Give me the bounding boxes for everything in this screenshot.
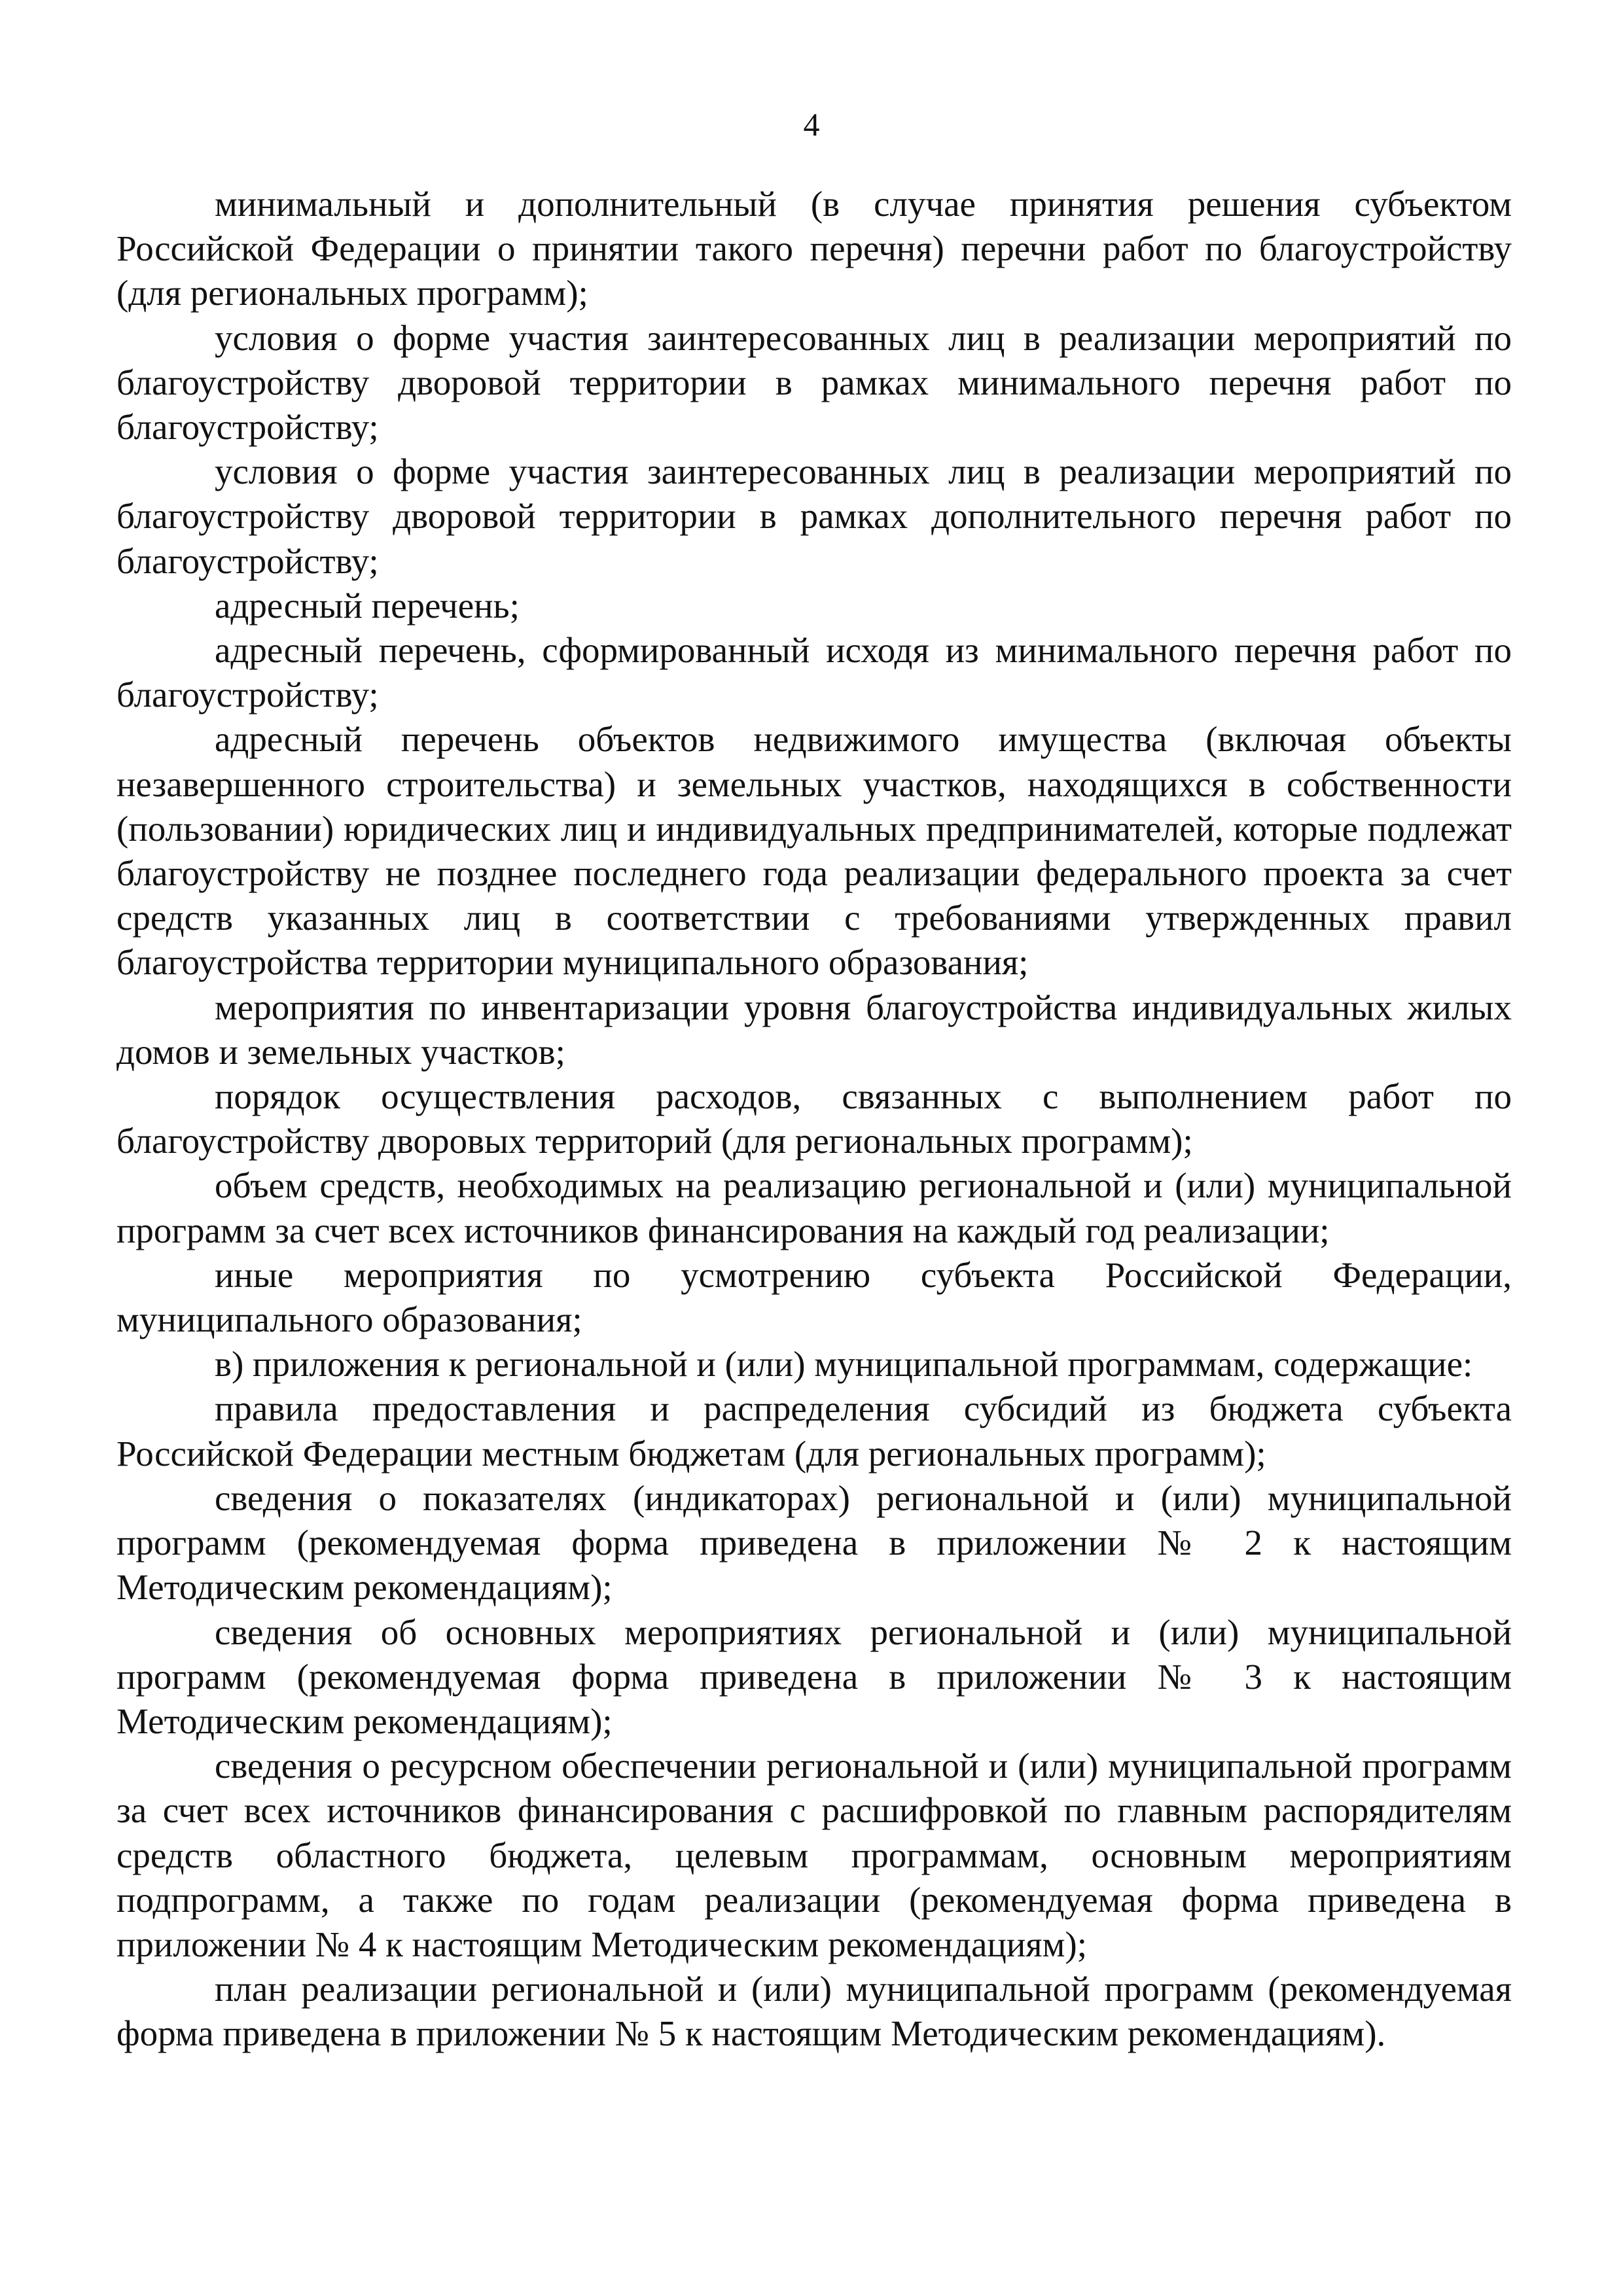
paragraph: сведения о показателях (индикаторах) региональной и (или) муниципальной программ (рекомендуемая форма приведена в приложении № 2 к настоящим Методическим рекомендациям);: [116, 1477, 1512, 1608]
paragraph: условия о форме участия заинтересованных лиц в реализации мероприятий по благоустройству дворовой территории в рамках дополнительного перечня работ по благоустройству;: [116, 451, 1512, 581]
paragraph: иные мероприятия по усмотрению субъекта Российской Федерации, муниципального образования;: [116, 1254, 1512, 1340]
paragraph: план реализации региональной и (или) муниципальной программ (рекомендуемая форма приведена в приложении № 5 к настоящим Методическим рекомендациям).: [116, 1969, 1512, 2054]
page-number: 4: [803, 106, 820, 143]
paragraph: в) приложения к региональной и (или) муниципальной программам, содержащие:: [215, 1344, 1473, 1385]
paragraph: адресный перечень, сформированный исходя из минимального перечня работ по благоустройству;: [116, 630, 1512, 715]
paragraph: мероприятия по инвентаризации уровня благоустройства индивидуальных жилых домов и земельных участков;: [116, 987, 1512, 1072]
paragraph: правила предоставления и распределения субсидий из бюджета субъекта Российской Федерации местным бюджетам (для региональных программ);: [116, 1388, 1512, 1474]
paragraph: минимальный и дополнительный (в случае принятия решения субъектом Российской Федерации о принятии такого перечня) перечни работ по благоустройству (для региональных программ);: [116, 184, 1512, 313]
paragraph: сведения об основных мероприятиях региональной и (или) муниципальной программ (рекомендуемая форма приведена в приложении № 3 к настоящим Методическим рекомендациям);: [116, 1612, 1512, 1741]
paragraph: порядок осуществления расходов, связанных с выполнением работ по благоустройству дворовых территорий (для региональных программ);: [116, 1076, 1512, 1161]
paragraph: адресный перечень объектов недвижимого имущества (включая объекты незавершенного строительства) и земельных участков, находящихся в собственности (пользовании) юридических лиц и индивидуальных предпринимателей, которые подлежат благоустройству не позднее последнего года реализации федерального проекта за счет средств указанных лиц в соответствии с требованиями утвержденных правил благоустройства территории муниципального образования;: [116, 719, 1512, 983]
paragraph: объем средств, необходимых на реализацию региональной и (или) муниципальной программ за счет всех источников финансирования на каждый год реализации;: [116, 1165, 1512, 1250]
document-body: [116, 182, 1512, 2057]
paragraph: сведения о ресурсном обеспечении региональной и (или) муниципальной программ за счет всех источников финансирования с расшифровкой по главным распорядителям средств областного бюджета, целевым программам, основным мероприятиям подпрограмм, а также по годам реализации (рекомендуемая форма приведена в приложении № 4 к настоящим Методическим рекомендациям);: [116, 1746, 1512, 1964]
paragraph: условия о форме участия заинтересованных лиц в реализации мероприятий по благоустройству дворовой территории в рамках минимального перечня работ по благоустройству;: [116, 317, 1512, 448]
paragraph: адресный перечень;: [215, 585, 520, 626]
